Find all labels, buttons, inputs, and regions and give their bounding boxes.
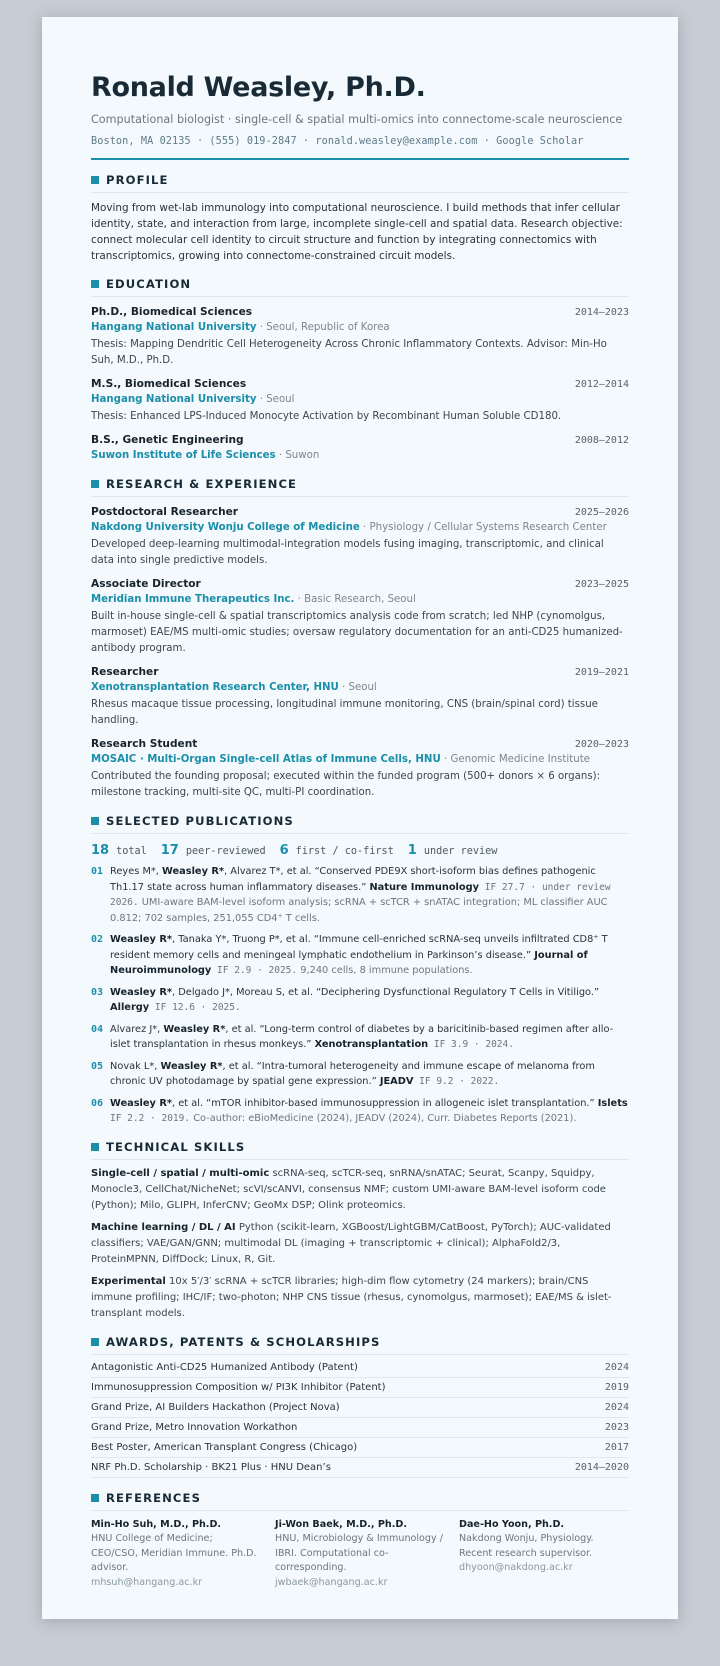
skill-group-text: 10x 5′/3′ scRNA + scTCR libraries; high-dim flow cytometry (24 markers); brain/CNS immune profiling; IHC/IF; two-photon; NHP CNS tissue (rhesus, cynomolgus, marmoset); EAE/MS & islet-transplant models. bbox=[91, 1275, 612, 1319]
section-heading: RESEARCH & EXPERIENCE bbox=[91, 477, 629, 497]
entry-organization bbox=[91, 320, 629, 336]
award-row bbox=[91, 1398, 629, 1418]
institution-name: Xenotransplantation Research Center, HNU bbox=[91, 682, 339, 693]
reference-card bbox=[459, 1518, 629, 1591]
education-entry bbox=[91, 304, 629, 369]
entry-header bbox=[91, 504, 629, 520]
skill-group-text: scRNA-seq, scTCR-seq, snRNA/snATAC; Seurat, Scanpy, Squidpy, Monocle3, CellChat/NicheNet; scVI/scANVI, consensus NMF; custom UMI-aware BAM-level isoform code (Python); Milo, GLIPH, InferCNV; GeoMx DSP; Olink proteomics. bbox=[91, 1167, 606, 1211]
citation-notes: 9,240 cells, 8 immune populations. bbox=[297, 965, 473, 976]
publication-item bbox=[91, 1022, 629, 1053]
reference-description: Nakdong Wonju, Physiology. Recent research supervisor. bbox=[459, 1533, 594, 1559]
publication-citation bbox=[110, 1059, 629, 1090]
entry-header bbox=[91, 736, 629, 752]
citation-journal: Journal of Neuroimmunology bbox=[110, 949, 588, 976]
citation-impact-factor: IF 9.2 · 2022. bbox=[413, 1076, 500, 1087]
section-marker-icon bbox=[91, 1143, 99, 1151]
reference-name: Ji-Won Baek, M.D., Ph.D. bbox=[275, 1518, 407, 1530]
entry-description: Thesis: Mapping Dendritic Cell Heterogeneity Across Chronic Inflammatory Contexts. Advisor: Min-Ho Suh, M.D., Ph.D. bbox=[91, 339, 607, 366]
entry-description: Thesis: Enhanced LPS-Induced Monocyte Activation by Recombinant Human Soluble CD180. bbox=[91, 411, 562, 422]
citation-title: , Tanaka Y*, Truong P*, et al. “Immune cell-enriched scRNA-seq unveils infiltrated CD8⁺ T resident memory cells and meningeal lymphatic endothelium in Parkinson’s disease.” bbox=[110, 934, 608, 961]
entry-title: B.S., Genetic Engineering bbox=[91, 434, 244, 446]
citation-authors-pre: Reyes M*, bbox=[110, 866, 163, 877]
entry-header bbox=[91, 432, 629, 448]
stat-number: 6 bbox=[279, 843, 289, 858]
institution-location: · Physiology / Cellular Systems Research Center bbox=[359, 522, 607, 533]
citation-notes: Co-author: eBioMedicine (2024), JEADV (2024), Curr. Diabetes Reports (2021). bbox=[190, 1113, 577, 1124]
award-year: 2024 bbox=[604, 1401, 629, 1413]
entry-title: Ph.D., Biomedical Sciences bbox=[91, 306, 253, 318]
skills-section bbox=[91, 1140, 629, 1322]
award-year: 2017 bbox=[604, 1441, 629, 1453]
entry-description: Contributed the founding proposal; executed within the funded program (500+ donors × 6 organs): milestone tracking, multi-site QC, multi-PI coordination. bbox=[91, 771, 601, 798]
experience-entry bbox=[91, 736, 629, 801]
citation-authors-pre: Novak L*, bbox=[110, 1060, 161, 1072]
entry-title: M.S., Biomedical Sciences bbox=[91, 378, 247, 390]
stat-number: 18 bbox=[91, 843, 110, 858]
institution-name: Meridian Immune Therapeutics Inc. bbox=[91, 594, 295, 605]
entry-date: 2012–2014 bbox=[574, 379, 629, 390]
reference-email[interactable]: mhsuh@hangang.ac.kr bbox=[91, 1576, 203, 1588]
entry-date: 2023–2025 bbox=[574, 579, 629, 590]
reference-card bbox=[275, 1518, 445, 1591]
resume-name: Ronald Weasley, Ph.D. bbox=[91, 72, 426, 103]
award-year: 2024 bbox=[604, 1361, 629, 1373]
stat-label: first / co-first bbox=[295, 846, 394, 857]
award-name: Grand Prize, AI Builders Hackathon (Project Nova) bbox=[91, 1401, 340, 1413]
entry-organization bbox=[91, 592, 629, 608]
section-marker-icon bbox=[91, 176, 99, 184]
award-row bbox=[91, 1458, 629, 1478]
citation-self-author: Weasley R* bbox=[160, 1060, 223, 1072]
citation-self-author: Weasley R* bbox=[110, 986, 173, 998]
publication-number: 05 bbox=[91, 1060, 104, 1072]
award-name: Grand Prize, Metro Innovation Workathon bbox=[91, 1421, 298, 1433]
entry-description: Developed deep-learning multimodal-integration models fusing imaging, transcriptomic, and clinical data into single predictive models. bbox=[91, 539, 604, 566]
citation-journal: Xenotransplantation bbox=[314, 1039, 429, 1050]
citation-journal: Allergy bbox=[110, 1002, 150, 1013]
header-rule bbox=[91, 158, 629, 160]
institution-location: · Suwon bbox=[275, 450, 320, 461]
award-name: Best Poster, American Transplant Congress (Chicago) bbox=[91, 1441, 358, 1453]
entry-description: Rhesus macaque tissue processing, longitudinal immune monitoring, CNS (brain/spinal cord) tissue handling. bbox=[91, 699, 598, 726]
contact-line: Boston, MA 02135 · (555) 019-2847 · ronald.weasley@example.com · Google Scholar bbox=[91, 136, 584, 147]
entry-title: Research Student bbox=[91, 738, 198, 750]
references-section bbox=[91, 1491, 629, 1591]
institution-name: Suwon Institute of Life Sciences bbox=[91, 450, 276, 461]
citation-self-author: Weasley R* bbox=[162, 866, 225, 877]
publication-citation bbox=[110, 985, 629, 1016]
section-marker-icon bbox=[91, 1338, 99, 1346]
entry-title: Associate Director bbox=[91, 578, 201, 590]
skill-group-label: Machine learning / DL / AI bbox=[91, 1221, 236, 1233]
profile-section bbox=[91, 173, 629, 264]
citation-authors-pre: Alvarez J*, bbox=[110, 1023, 164, 1035]
citation-title: , et al. “mTOR inhibitor-based immunosuppression in allogeneic islet transplantation.” bbox=[172, 1097, 598, 1109]
skill-group-label: Experimental bbox=[91, 1275, 166, 1287]
section-heading: PROFILE bbox=[91, 173, 629, 193]
section-heading: EDUCATION bbox=[91, 277, 629, 297]
publication-number: 04 bbox=[91, 1023, 104, 1035]
skill-group bbox=[91, 1166, 629, 1214]
reference-card bbox=[91, 1518, 261, 1591]
citation-title: , et al. “Long-term control of diabetes by a baricitinib-based regimen after allo-islet transplantation in rhesus monkeys.” bbox=[110, 1023, 614, 1050]
section-heading: AWARDS, PATENTS & SCHOLARSHIPS bbox=[91, 1335, 629, 1355]
citation-journal: Islets bbox=[597, 1097, 628, 1109]
institution-location: · Seoul bbox=[338, 682, 377, 693]
citation-self-author: Weasley R* bbox=[110, 1097, 173, 1109]
education-entry bbox=[91, 376, 629, 425]
publication-item bbox=[91, 1096, 629, 1127]
publication-stats bbox=[91, 843, 629, 858]
entry-title: Researcher bbox=[91, 666, 159, 678]
section-marker-icon bbox=[91, 1494, 99, 1502]
institution-name: Hangang National University bbox=[91, 322, 257, 333]
entry-organization bbox=[91, 680, 629, 696]
publication-number: 02 bbox=[91, 934, 104, 945]
skill-group-label: Single-cell / spatial / multi-omic bbox=[91, 1167, 270, 1179]
stat-number: 1 bbox=[407, 843, 417, 858]
award-row bbox=[91, 1378, 629, 1398]
entry-date: 2020–2023 bbox=[574, 739, 629, 750]
entry-organization bbox=[91, 392, 629, 408]
entry-header bbox=[91, 304, 629, 320]
publication-number: 03 bbox=[91, 986, 104, 998]
award-year: 2014–2020 bbox=[574, 1461, 629, 1473]
tagline: Computational biologist · single-cell & spatial multi-omics into connectome-scale neuroscience bbox=[91, 113, 623, 126]
reference-name: Min-Ho Suh, M.D., Ph.D. bbox=[91, 1518, 222, 1530]
citation-impact-factor: IF 12.6 · 2025. bbox=[149, 1002, 241, 1013]
citation-title: , et al. “Intra-tumoral heterogeneity and immune escape of melanoma from chronic UV photodamage by spatial gene expression.” bbox=[110, 1060, 595, 1087]
stat-label: total bbox=[116, 846, 147, 857]
citation-impact-factor: IF 2.2 · 2019. bbox=[110, 1113, 191, 1124]
institution-location: · Seoul, Republic of Korea bbox=[256, 322, 390, 333]
education-entry bbox=[91, 432, 629, 464]
section-heading: TECHNICAL SKILLS bbox=[91, 1140, 629, 1160]
experience-entry bbox=[91, 664, 629, 729]
research-section bbox=[91, 477, 629, 801]
award-year: 2019 bbox=[604, 1381, 629, 1393]
citation-impact-factor: IF 27.7 · under review 2026. bbox=[110, 881, 611, 908]
institution-name: MOSAIC · Multi-Organ Single-cell Atlas of Immune Cells, HNU bbox=[91, 754, 441, 765]
award-name: NRF Ph.D. Scholarship · BK21 Plus · HNU Dean’s bbox=[91, 1461, 331, 1473]
awards-section bbox=[91, 1335, 629, 1478]
award-year: 2023 bbox=[604, 1421, 629, 1433]
reference-description: HNU, Microbiology & Immunology / IBRI. Computational co-corresponding. bbox=[275, 1533, 443, 1573]
section-heading: SELECTED PUBLICATIONS bbox=[91, 814, 629, 834]
skill-group bbox=[91, 1220, 629, 1268]
citation-journal: Nature Immunology bbox=[369, 881, 480, 893]
section-marker-icon bbox=[91, 280, 99, 288]
section-marker-icon bbox=[91, 817, 99, 825]
section-heading: REFERENCES bbox=[91, 1491, 629, 1511]
publication-item bbox=[91, 1059, 629, 1090]
skill-group bbox=[91, 1274, 629, 1322]
publication-citation bbox=[110, 1096, 629, 1127]
education-section bbox=[91, 277, 629, 464]
institution-name: Hangang National University bbox=[91, 394, 257, 405]
publications-section bbox=[91, 814, 629, 1127]
award-name: Antagonistic Anti-CD25 Humanized Antibody (Patent) bbox=[91, 1361, 358, 1373]
entry-organization bbox=[91, 448, 629, 464]
entry-date: 2014–2023 bbox=[574, 307, 629, 318]
citation-self-author: Weasley R* bbox=[110, 934, 173, 945]
entry-date: 2025–2026 bbox=[574, 507, 629, 518]
stat-number: 17 bbox=[160, 843, 179, 858]
profile-text: Moving from wet-lab immunology into computational neuroscience. I build methods that infer cellular identity, state, and interaction from large, incomplete single-cell and spatial data. Research objective: connect molecular cell identity to circuit structure and function by integrating connectomics with transcriptomics, growing into connectome-constrained circuit models. bbox=[91, 202, 623, 262]
reference-description: HNU College of Medicine; CEO/CSO, Meridian Immune. Ph.D. advisor. bbox=[91, 1533, 257, 1573]
stat-label: peer-reviewed bbox=[185, 846, 266, 857]
award-row bbox=[91, 1358, 629, 1378]
institution-location: · Basic Research, Seoul bbox=[294, 594, 416, 605]
section-marker-icon bbox=[91, 480, 99, 488]
institution-location: · Seoul bbox=[256, 394, 295, 405]
reference-name: Dae-Ho Yoon, Ph.D. bbox=[459, 1518, 565, 1530]
entry-organization bbox=[91, 752, 629, 768]
citation-title: , Alvarez T*, et al. “Conserved PDE9X short-isoform bias defines pathogenic Th1.17 state across human inflammatory diseases.” bbox=[110, 866, 596, 893]
skill-group-text: Python (scikit-learn, XGBoost/LightGBM/CatBoost, PyTorch); AUC-validated classifiers; VAE/GAN/GNN; multimodal DL (imaging + transcriptomic + clinical); AlphaFold2/3, ProteinMPNN, DiffDock; Linux, R, Git. bbox=[91, 1221, 611, 1265]
entry-date: 2019–2021 bbox=[574, 667, 629, 678]
publication-citation bbox=[110, 1022, 629, 1053]
publication-item bbox=[91, 864, 629, 926]
publication-number: 06 bbox=[91, 1097, 104, 1109]
reference-email[interactable]: jwbaek@hangang.ac.kr bbox=[275, 1576, 388, 1588]
resume-page bbox=[42, 17, 678, 1619]
publication-item bbox=[91, 932, 629, 979]
citation-journal: JEADV bbox=[379, 1076, 414, 1087]
entry-title: Postdoctoral Researcher bbox=[91, 506, 239, 518]
experience-entry bbox=[91, 504, 629, 569]
stat-label: under review bbox=[423, 846, 498, 857]
entry-description: Built in-house single-cell & spatial transcriptomics analysis code from scratch; led NHP (cynomolgus, marmoset) EAE/MS multi-omic studies; oversaw regulatory documentation for an anti-CD25 humanized-antibody program. bbox=[91, 611, 623, 654]
award-row bbox=[91, 1418, 629, 1438]
institution-location: · Genomic Medicine Institute bbox=[440, 754, 590, 765]
entry-organization bbox=[91, 520, 629, 536]
award-name: Immunosuppression Composition w/ PI3K Inhibitor (Patent) bbox=[91, 1381, 386, 1393]
publication-citation bbox=[110, 932, 629, 979]
entry-header bbox=[91, 576, 629, 592]
entry-header bbox=[91, 664, 629, 680]
entry-date: 2008–2012 bbox=[574, 435, 629, 446]
entry-header bbox=[91, 376, 629, 392]
publication-number: 01 bbox=[91, 866, 104, 877]
experience-entry bbox=[91, 576, 629, 657]
publication-citation bbox=[110, 864, 629, 926]
citation-notes: UMI-aware BAM-level isoform analysis; scRNA + scTCR + snATAC integration; ML classifier AUC 0.812; 702 samples, 251,055 CD4⁺ T cells. bbox=[110, 897, 608, 924]
citation-self-author: Weasley R* bbox=[163, 1023, 226, 1035]
award-row bbox=[91, 1438, 629, 1458]
publication-item bbox=[91, 985, 629, 1016]
citation-impact-factor: IF 2.9 · 2025. bbox=[211, 965, 298, 976]
citation-title: , Delgado J*, Moreau S, et al. “Deciphering Dysfunctional Regulatory T Cells in Vitiligo.” bbox=[172, 986, 600, 998]
institution-name: Nakdong University Wonju College of Medicine bbox=[91, 522, 360, 533]
reference-email[interactable]: dhyoon@nakdong.ac.kr bbox=[459, 1562, 573, 1573]
citation-impact-factor: IF 3.9 · 2024. bbox=[428, 1039, 514, 1050]
